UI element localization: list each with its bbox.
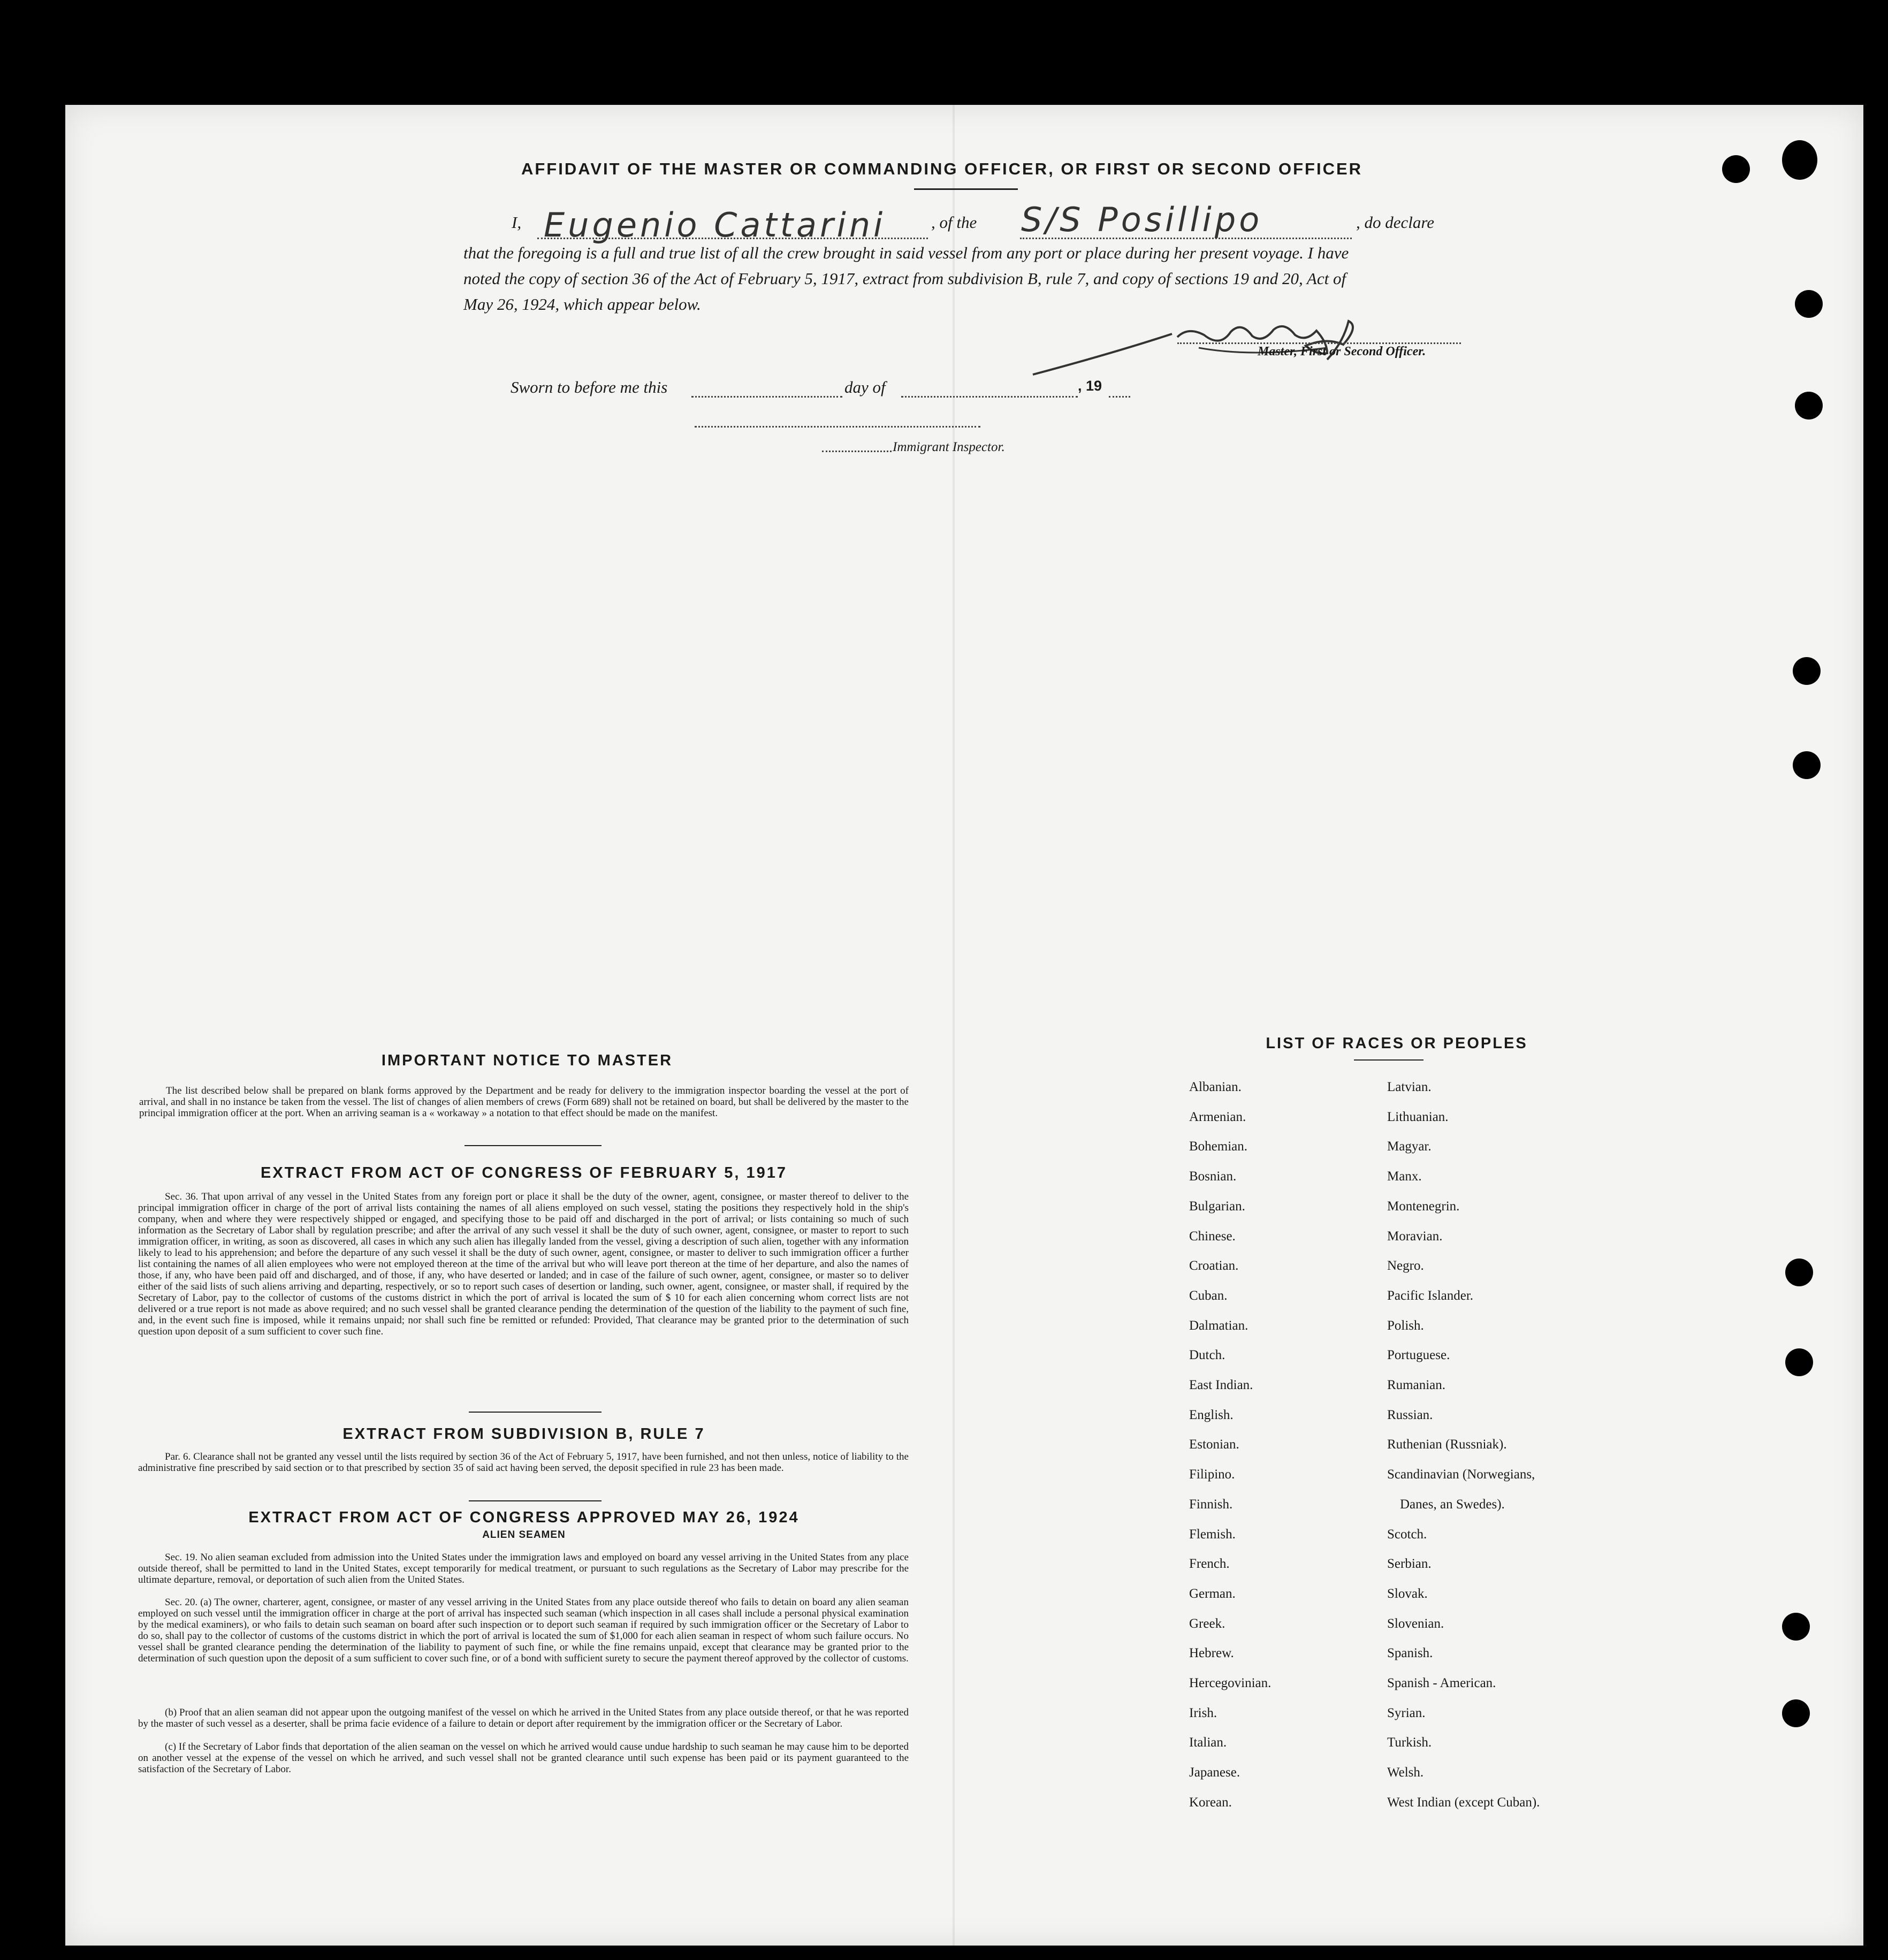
punch-hole bbox=[1722, 155, 1750, 183]
notice-title: IMPORTANT NOTICE TO MASTER bbox=[381, 1052, 673, 1069]
statement-line-1: that the foregoing is a full and true list of all the crew brought in said vessel from any port or place during her present voyage. I have bbox=[463, 243, 1349, 262]
races-rule bbox=[1354, 1059, 1423, 1061]
vessel-name-field[interactable]: S/S Posillipo bbox=[1021, 200, 1263, 239]
race-item: Estonian. bbox=[1189, 1437, 1239, 1452]
race-item: Croatian. bbox=[1189, 1259, 1239, 1273]
race-item: Albanian. bbox=[1189, 1080, 1242, 1094]
punch-hole bbox=[1782, 140, 1817, 180]
sec20c-body: (c) If the Secretary of Labor finds that deportation of the alien seaman on the vessel on which he arrived would cause undue hardship to such seaman he may cause him to be deported on another vessel at the expense of the vessel on which he arrived, and such vessel shall not be granted clearance until such expense has been paid or its payment guaranteed to the satisfaction of the Secretary of Labor. bbox=[138, 1741, 909, 1775]
race-item: Rumanian. bbox=[1387, 1378, 1446, 1392]
race-item: Polish. bbox=[1387, 1318, 1424, 1333]
race-item: Danes, an Swedes). bbox=[1400, 1497, 1505, 1512]
race-item: Chinese. bbox=[1189, 1229, 1236, 1244]
extract-1924-subtitle: ALIEN SEAMEN bbox=[482, 1529, 566, 1540]
sec19-body: Sec. 19. No alien seaman excluded from admission into the United States under the immigration laws and employed on board any vessel arriving in the United States from any place outside thereof, shall be permitted to land in the United States, except temporarily for medical treatment, or pursuant to such regulations as the Secretary of Labor may prescribe for the ultimate departure, removal, or deportation of such alien from the United States. bbox=[138, 1552, 909, 1585]
extract-1924-title: EXTRACT FROM ACT OF CONGRESS APPROVED MAY 26, 1924 bbox=[248, 1509, 800, 1526]
race-item: Scandinavian (Norwegians, bbox=[1387, 1467, 1535, 1482]
punch-hole bbox=[1795, 392, 1823, 420]
race-item: Bohemian. bbox=[1189, 1139, 1248, 1154]
race-item: Manx. bbox=[1387, 1169, 1422, 1184]
races-title: LIST OF RACES OR PEOPLES bbox=[1266, 1035, 1528, 1052]
sworn-label: Sworn to before me this bbox=[511, 378, 668, 396]
race-item: Serbian. bbox=[1387, 1557, 1432, 1572]
race-item: Moravian. bbox=[1387, 1229, 1443, 1244]
race-item: French. bbox=[1189, 1557, 1230, 1572]
race-item: Irish. bbox=[1189, 1705, 1217, 1720]
punch-hole bbox=[1782, 1613, 1810, 1641]
race-item: Greek. bbox=[1189, 1616, 1225, 1631]
race-item: Scotch. bbox=[1387, 1527, 1427, 1542]
inspector-signature-line[interactable] bbox=[695, 426, 980, 428]
race-item: Dutch. bbox=[1189, 1348, 1225, 1363]
punch-hole bbox=[1793, 657, 1821, 685]
punch-hole bbox=[1795, 290, 1823, 318]
notice-body: The list described below shall be prepared on blank forms approved by the Department and be ready for delivery to the immigration inspector boarding the vessel at the port of arrival, and shall in no instance be taken from the vessel. The list of changes of alien members of crews (Form 689) shall not be retained on board, but shall be delivered by the master to the principal immigration officer at the port. When an arriving seaman is a « workaway » a notation to that effect should be made on the manifest. bbox=[139, 1085, 909, 1119]
race-item: Syrian. bbox=[1387, 1705, 1426, 1720]
race-item: Cuban. bbox=[1189, 1288, 1228, 1303]
statement-line-3: May 26, 1924, which appear below. bbox=[463, 295, 701, 314]
notice-rule bbox=[465, 1145, 602, 1146]
race-item: Ruthenian (Russniak). bbox=[1387, 1437, 1507, 1452]
race-item: Spanish - American. bbox=[1387, 1676, 1496, 1690]
sec20b-body: (b) Proof that an alien seaman did not appear upon the outgoing manifest of the vessel on which he arrived in the United States from any place outside thereof, or that he was reported by the master of such vessel as a deserter, shall be prima facie evidence of a failure to detain or deport after requirement by the immigration officer or the Secretary of Labor. bbox=[138, 1707, 909, 1729]
race-item: Negro. bbox=[1387, 1259, 1424, 1273]
race-item: Bulgarian. bbox=[1189, 1199, 1245, 1214]
race-item: Korean. bbox=[1189, 1795, 1232, 1810]
sworn-month-field[interactable] bbox=[901, 396, 1078, 398]
punch-hole bbox=[1785, 1348, 1813, 1376]
statement-line-2: noted the copy of section 36 of the Act of February 5, 1917, extract from subdivision B, rule 7, and copy of sections 19 and 20, Act of bbox=[463, 269, 1346, 288]
master-name-field[interactable]: Eugenio Cattarini bbox=[544, 205, 886, 245]
year-label: , 19 bbox=[1078, 378, 1102, 394]
race-item: Hercegovinian. bbox=[1189, 1676, 1272, 1690]
i-label: I, bbox=[512, 213, 522, 232]
race-item: Armenian. bbox=[1189, 1109, 1246, 1124]
race-item: Japanese. bbox=[1189, 1765, 1240, 1780]
signature-caption: Master, First or Second Officer. bbox=[1258, 345, 1426, 359]
race-item: Russian. bbox=[1387, 1407, 1433, 1422]
race-item: English. bbox=[1189, 1407, 1234, 1422]
punch-hole bbox=[1782, 1699, 1810, 1727]
do-declare-label: , do declare bbox=[1356, 213, 1435, 232]
race-item: Hebrew. bbox=[1189, 1646, 1234, 1661]
race-item: Slovak. bbox=[1387, 1586, 1428, 1601]
punch-hole bbox=[1793, 751, 1821, 779]
race-item: German. bbox=[1189, 1586, 1236, 1601]
race-item: Dalmatian. bbox=[1189, 1318, 1248, 1333]
race-item: West Indian (except Cuban). bbox=[1387, 1795, 1540, 1810]
affidavit-title-rule bbox=[914, 188, 1018, 190]
race-item: Pacific Islander. bbox=[1387, 1288, 1474, 1303]
race-item: Magyar. bbox=[1387, 1139, 1432, 1154]
race-item: Spanish. bbox=[1387, 1646, 1433, 1661]
extract-1917-rule bbox=[469, 1412, 602, 1413]
signature-line bbox=[1177, 342, 1461, 344]
extract-1917-title: EXTRACT FROM ACT OF CONGRESS OF FEBRUARY 5, 1917 bbox=[260, 1164, 788, 1181]
race-item: Montenegrin. bbox=[1387, 1199, 1460, 1214]
affidavit-title: AFFIDAVIT OF THE MASTER OR COMMANDING OFFICER, OR FIRST OR SECOND OFFICER bbox=[521, 159, 1363, 178]
race-item: Welsh. bbox=[1387, 1765, 1424, 1780]
race-item: Bosnian. bbox=[1189, 1169, 1237, 1184]
inspector-label: Immigrant Inspector. bbox=[893, 440, 1005, 454]
rule7-rule bbox=[469, 1500, 602, 1501]
race-item: Italian. bbox=[1189, 1735, 1227, 1750]
sworn-year-field[interactable] bbox=[1109, 396, 1130, 398]
rule7-body: Par. 6. Clearance shall not be granted any vessel until the lists required by section 36 of the Act of February 5, 1917, have been furnished, and not then unless, notice of liability to the administrative fine prescribed by said section or to that prescribed by section 35 of said act having been served, the deposit specified in rule 23 has been made. bbox=[138, 1451, 909, 1474]
sworn-line bbox=[511, 378, 1153, 405]
sworn-day-field[interactable] bbox=[691, 396, 842, 398]
race-item: Slovenian. bbox=[1387, 1616, 1444, 1631]
race-item: Latvian. bbox=[1387, 1080, 1432, 1094]
inspector-dots bbox=[822, 451, 892, 452]
race-item: Lithuanian. bbox=[1387, 1109, 1449, 1124]
of-the-label: , of the bbox=[931, 213, 977, 232]
rule7-title: EXTRACT FROM SUBDIVISION B, RULE 7 bbox=[342, 1425, 705, 1443]
sec20a-body: Sec. 20. (a) The owner, charterer, agent, consignee, or master of any vessel arriving in the United States from any place outside thereof who fails to detain on board any alien seaman employed on such vessel until the immigration officer in charge at the port of arrival has inspected such seaman (which inspection in all cases shall include a personal physical examination by the medical examiners), or who fails to detain such seaman on board after such inspection or to deport such seaman if required by such immigration officer or the Secretary of Labor to do so, shall pay to the collector of customs of the customs district in which the port of arrival is located the sum of $1,000 for each alien seaman in respect of whom such failure occurs. No vessel shall be granted clearance pending the determination of the liability to payment of such fine, or while the fine remains unpaid, except that clearance may be granted prior to the determination of such question upon the deposit of a sum sufficient to cover such fine, or of a bond with sufficient surety to secure the payment thereof approved by the collector of customs. bbox=[138, 1597, 909, 1664]
race-item: Filipino. bbox=[1189, 1467, 1235, 1482]
punch-hole bbox=[1785, 1259, 1813, 1286]
race-item: Flemish. bbox=[1189, 1527, 1236, 1542]
race-item: Finnish. bbox=[1189, 1497, 1233, 1512]
day-of-label: day of bbox=[844, 378, 886, 396]
race-item: Portuguese. bbox=[1387, 1348, 1450, 1363]
race-item: East Indian. bbox=[1189, 1378, 1253, 1392]
race-item: Turkish. bbox=[1387, 1735, 1432, 1750]
extract-1917-body: Sec. 36. That upon arrival of any vessel in the United States from any foreign port or place it shall be the duty of the owner, agent, consignee, or master thereof to deliver to the principal immigration officer in charge of the port of arrival lists containing the names of all aliens employed on such vessel, stating the positions they respectively hold in the ship's company, when and where they were respectively shipped or engaged, and specifying those to be paid off and discharged in the port of arrival; or lists containing so much of such information as the Secretary of Labor shall by regulation prescribe; and after the arrival of any such vessel it shall be the duty of such owner, agent, consignee, or master to report to such immigration officer, in writing, as soon as discovered, all cases in which any such alien has illegally landed from the vessel, giving a description of such alien, together with any information likely to lead to his apprehension; and before the departure of any such vessel it shall be the duty of such owner, agent, consignee, or master to deliver to such immigration officer a further list containing the names of all alien employees who were not employed thereon at the time of the arrival but who will leave port thereon at the time of her departure, and also the names of those, if any, who have been paid off and discharged, and of those, if any, who have deserted or landed; and in case of the failure of such owner, agent, consignee, or master so to deliver either of the said lists of such aliens arriving and departing, respectively, or so to report such cases of desertion or landing, such owner, agent, consignee, or master shall, if required by the Secretary of Labor, pay to the collector of customs of the customs district in which the port of arrival is located the sum of $ 10 for each alien concerning whom correct lists are not delivered or a true report is not made as above required; and no such vessel shall be granted clearance pending the determination of the question of the liability to the payment of such fine, and, in the event such fine is imposed, while it remains unpaid; nor shall such fine be remitted or refunded: Provided, That clearance may be granted prior to the determination of such question upon deposit of a sum sufficient to cover such fine. bbox=[138, 1191, 909, 1337]
